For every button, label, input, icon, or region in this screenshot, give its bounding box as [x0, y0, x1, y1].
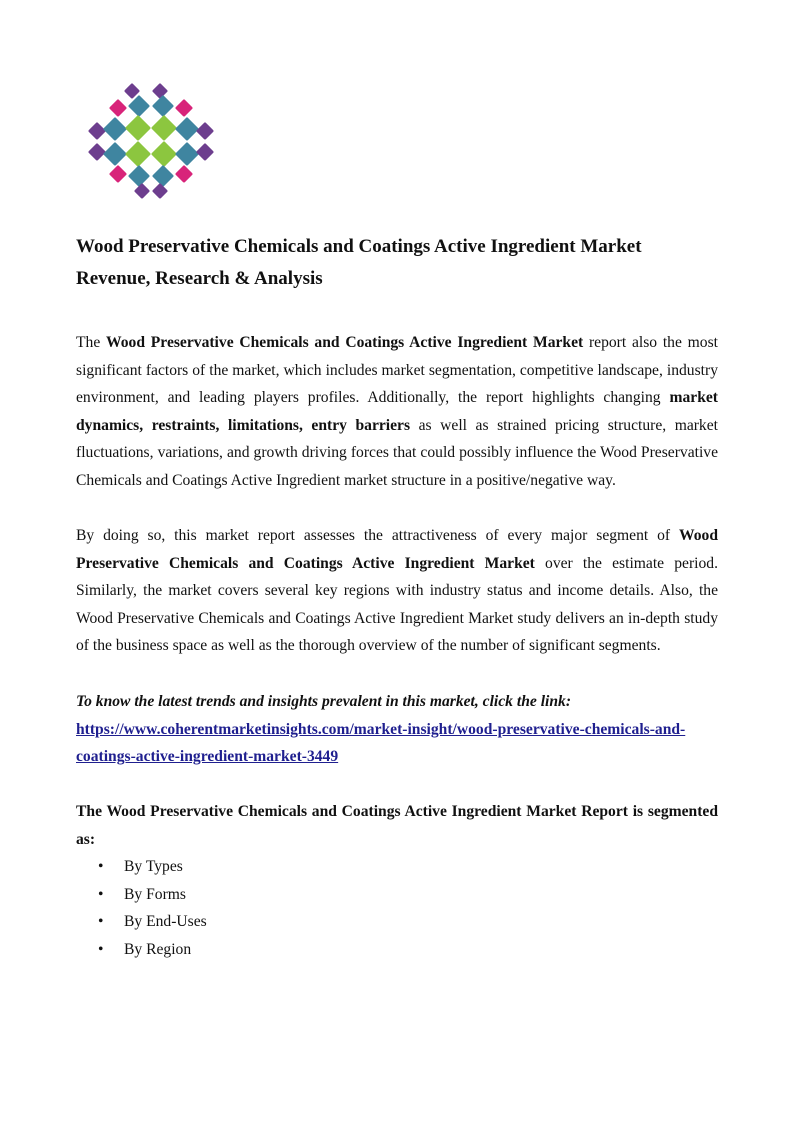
- logo-diamond: [177, 144, 197, 164]
- logo-diamond: [136, 185, 148, 197]
- logo-diamond: [111, 167, 125, 181]
- logo-diamond: [127, 117, 149, 139]
- list-item: • By Types: [76, 853, 207, 881]
- logo-diamond: [90, 124, 104, 138]
- logo-diamond: [90, 145, 104, 159]
- link-intro-text: To know the latest trends and insights prevalent in this market, click the link:: [76, 693, 572, 710]
- logo-diamond: [130, 97, 148, 115]
- bullet-icon: •: [98, 913, 104, 931]
- logo-diamond: [126, 85, 138, 97]
- segments-heading: The Wood Preservative Chemicals and Coatings Active Ingredient Market Report is segmented as:: [76, 803, 718, 848]
- report-link[interactable]: https://www.coherentmarketinsights.com/market-insight/wood-preservative-chemicals-and- coatings-active-ingredient-market-3449: [76, 720, 686, 766]
- logo-diamond: [105, 144, 125, 164]
- assessment-paragraph: By doing so, this market report assesses the attractiveness of every major segment of Wood Preservative Chemicals and Coatings Active Ingredient Market over the estimate period. Similarly, the market covers several key regions with industry status and income details. Also, the Wood Preservative Chemicals and Coatings Active Ingredient Market study delivers an in-depth study of the business space as well as the thorough overview of the number of significant segments.: [76, 527, 718, 655]
- bullet-icon: •: [98, 858, 104, 875]
- market-name-emphasis: Wood Preservative Chemicals and Coatings Active Ingredient Market: [106, 334, 584, 351]
- document-title: Wood Preservative Chemicals and Coatings Active Ingredient Market Revenue, Research & Analysis: [76, 236, 642, 289]
- logo-diamond: [154, 185, 166, 197]
- logo-diamond: [154, 167, 172, 185]
- logo-diamond: [153, 117, 175, 139]
- logo-diamond: [127, 143, 149, 165]
- bullet-icon: •: [98, 885, 104, 903]
- logo-diamond: [153, 143, 175, 165]
- logo-diamond: [177, 101, 191, 115]
- logo-diamond: [177, 167, 191, 181]
- dynamics-emphasis: market dynamics, restraints, limitations, entry barriers: [76, 389, 718, 434]
- segments-list: [76, 853, 207, 963]
- logo-diamond: [177, 119, 197, 139]
- intro-paragraph: The Wood Preservative Chemicals and Coatings Active Ingredient Market report also the most significant factors of the market, which includes market segmentation, competitive landscape, industry environment, and leading players profiles. Additionally, the report highlights changing market dynamics, restraints, limitations, entry barriers as well as strained pricing structure, market fluctuations, variations, and growth driving forces that could possibly influence the Wood Preservative Chemicals and Coatings Active Ingredient market structure in a positive/negative way.: [76, 334, 718, 489]
- logo-diamond: [154, 97, 172, 115]
- logo-diamond: [111, 101, 125, 115]
- list-item: • By Region: [76, 936, 207, 964]
- list-item: • By Forms: [76, 881, 207, 909]
- logo-diamond: [154, 85, 166, 97]
- logo-diamond: [198, 145, 212, 159]
- list-item: • By End-Uses: [76, 908, 207, 936]
- logo-diamond: [105, 119, 125, 139]
- bullet-icon: •: [98, 940, 104, 958]
- logo-diamond: [198, 124, 212, 138]
- report-link-section: [76, 688, 718, 771]
- logo-diamond: [130, 167, 148, 185]
- market-name-emphasis: Wood Preservative Chemicals and Coatings Active Ingredient Market: [76, 527, 718, 572]
- company-logo: [86, 82, 216, 206]
